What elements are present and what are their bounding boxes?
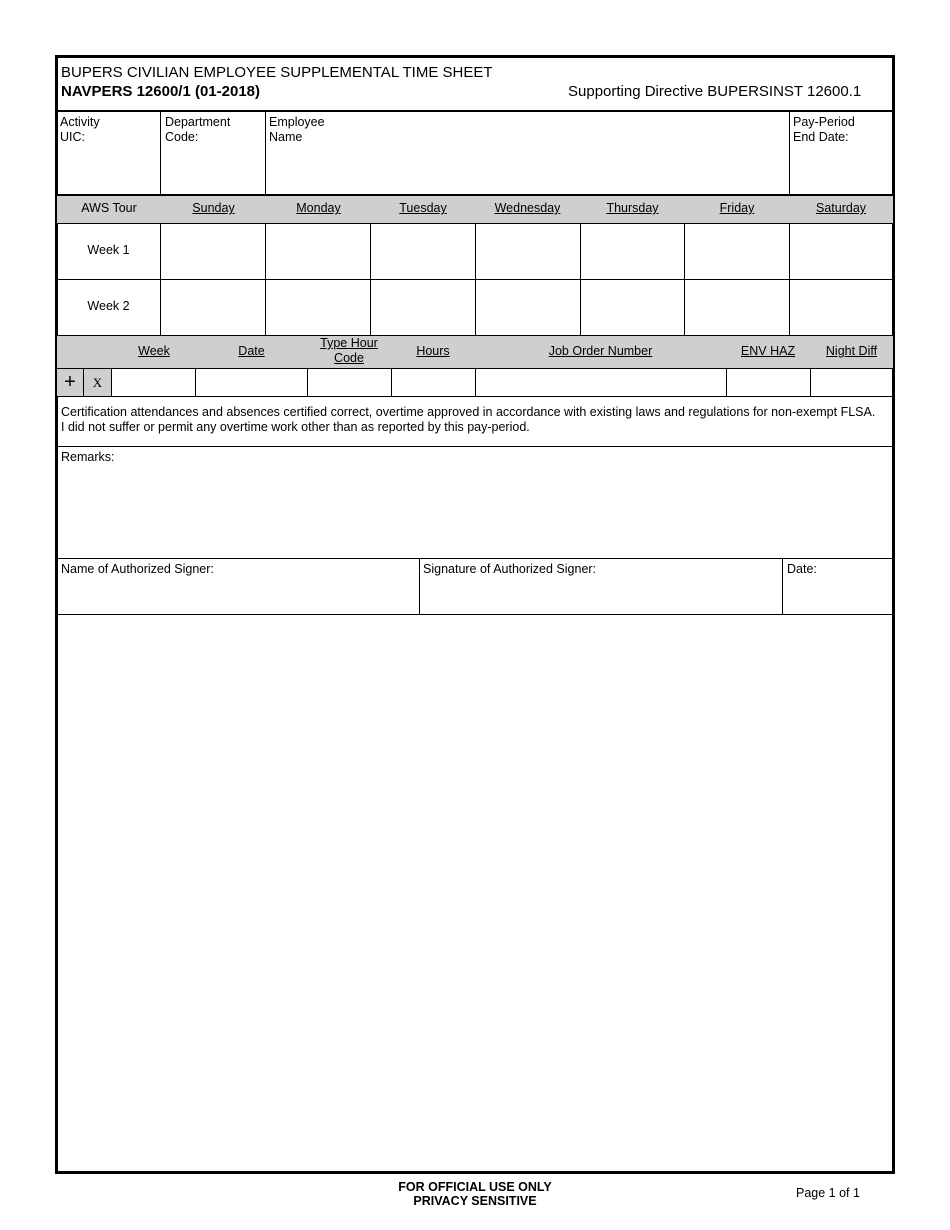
divider	[57, 614, 893, 615]
week-2-thursday-input[interactable]	[581, 280, 684, 335]
week-2-saturday-input[interactable]	[790, 280, 893, 335]
night-diff-input[interactable]	[811, 369, 893, 396]
week-1-saturday-input[interactable]	[790, 224, 893, 279]
week-2-wednesday-input[interactable]	[476, 280, 580, 335]
week-1-wednesday-input[interactable]	[476, 224, 580, 279]
week-2-sunday-input[interactable]	[161, 280, 265, 335]
detail-header-date: Date	[238, 344, 265, 358]
employee-name-label: Employee	[269, 115, 325, 129]
certification-text-line1: Certification attendances and absences certified correct, overtime approved in accordance with existing laws and regulations for non-exempt FLSA.	[61, 405, 876, 419]
page-number: Page 1 of 1	[796, 1186, 860, 1200]
authorized-signer-name-field[interactable]	[58, 559, 418, 613]
department-code-label: Department	[165, 115, 231, 129]
department-code-field[interactable]	[162, 113, 264, 193]
authorized-signer-signature-field[interactable]	[420, 559, 781, 613]
tour-header-sunday: Sunday	[192, 201, 235, 215]
detail-header-week: Week	[138, 344, 170, 358]
week-2-label: Week 2	[87, 299, 130, 313]
department-code-label-2: Code:	[165, 130, 199, 144]
hours-input[interactable]	[392, 369, 475, 396]
tour-header-saturday: Saturday	[815, 201, 867, 215]
form-title: BUPERS CIVILIAN EMPLOYEE SUPPLEMENTAL TIME SHEET	[61, 64, 493, 81]
detail-header-hours: Hours	[416, 344, 450, 358]
employee-name-field[interactable]	[267, 113, 788, 193]
divider	[160, 112, 161, 194]
tour-header-wednesday: Wednesday	[494, 201, 561, 215]
week-1-tuesday-input[interactable]	[371, 224, 475, 279]
week-2-tuesday-input[interactable]	[371, 280, 475, 335]
detail-header-type-hour-code: Code	[334, 351, 364, 365]
authorized-signer-name-label: Name of Authorized Signer:	[61, 562, 214, 576]
divider	[789, 112, 790, 194]
tour-header-tuesday: Tuesday	[399, 201, 447, 215]
week-input[interactable]	[113, 369, 195, 396]
job-order-number-input[interactable]	[476, 369, 726, 396]
activity-uic-label-2: UIC:	[60, 130, 85, 144]
week-2-monday-input[interactable]	[266, 280, 370, 335]
pay-period-label: Pay-Period	[793, 115, 855, 129]
tour-header-aws: AWS Tour	[81, 201, 137, 215]
divider	[265, 112, 266, 194]
tour-header-thursday: Thursday	[606, 201, 659, 215]
week-2-friday-input[interactable]	[685, 280, 789, 335]
employee-name-label-2: Name	[269, 130, 303, 144]
footer-fouo: FOR OFFICIAL USE ONLY	[398, 1180, 552, 1194]
week-1-sunday-input[interactable]	[161, 224, 265, 279]
signer-date-field[interactable]	[783, 559, 892, 613]
tour-header-monday: Monday	[296, 201, 341, 215]
env-haz-input[interactable]	[727, 369, 810, 396]
add-row-button[interactable]: +	[57, 369, 84, 396]
detail-header-night-diff: Night Diff	[825, 344, 878, 358]
remarks-label: Remarks:	[61, 450, 115, 464]
week-1-friday-input[interactable]	[685, 224, 789, 279]
header-divider	[57, 110, 893, 112]
signer-date-label: Date:	[787, 562, 817, 576]
divider	[57, 446, 893, 447]
pay-period-end-date-field[interactable]	[791, 113, 892, 193]
activity-uic-field[interactable]	[58, 113, 159, 193]
form-number: NAVPERS 12600/1 (01-2018)	[61, 83, 260, 100]
remarks-input[interactable]	[58, 466, 892, 557]
divider	[57, 396, 893, 397]
week-1-thursday-input[interactable]	[581, 224, 684, 279]
pay-period-label-2: End Date:	[793, 130, 849, 144]
detail-header-env-haz: ENV HAZ	[740, 344, 796, 358]
authorized-signer-signature-label: Signature of Authorized Signer:	[423, 562, 597, 576]
detail-header-job-order: Job Order Number	[548, 344, 653, 358]
detail-header-type-hour: Type Hour	[320, 336, 378, 350]
week-1-monday-input[interactable]	[266, 224, 370, 279]
footer-privacy: PRIVACY SENSITIVE	[413, 1194, 537, 1208]
certification-text-line2: I did not suffer or permit any overtime work other than as reported by this pay-period.	[61, 420, 530, 434]
date-input[interactable]	[196, 369, 307, 396]
supporting-directive: Supporting Directive BUPERSINST 12600.1	[568, 83, 862, 100]
week-1-label: Week 1	[87, 243, 130, 257]
tour-header-friday: Friday	[719, 201, 755, 215]
activity-uic-label: Activity	[60, 115, 100, 129]
type-hour-code-input[interactable]	[308, 369, 391, 396]
remove-row-button[interactable]: X	[84, 369, 112, 396]
